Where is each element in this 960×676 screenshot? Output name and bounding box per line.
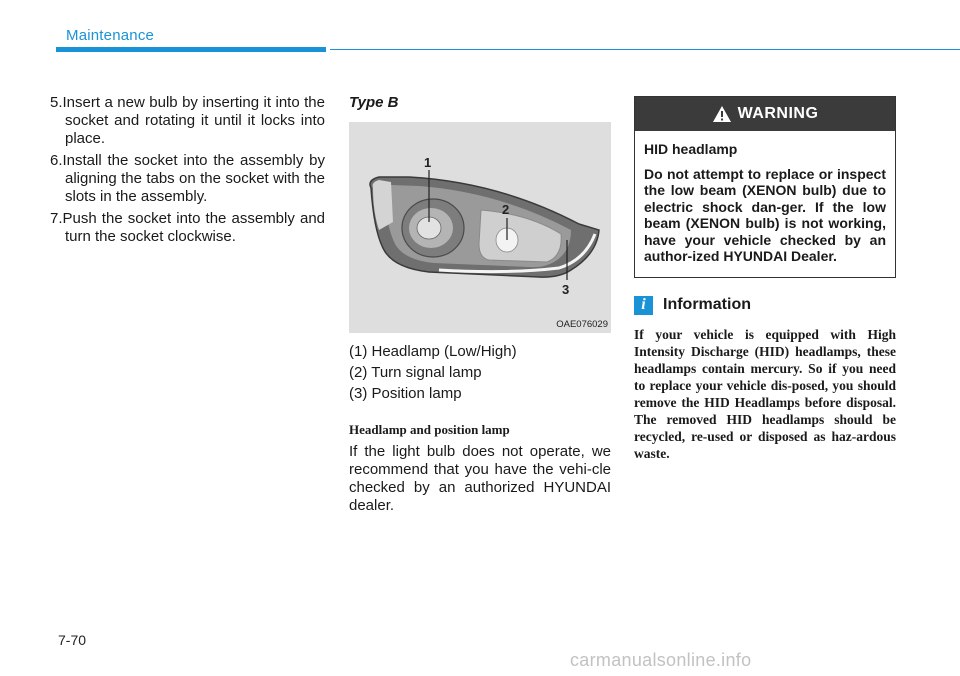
- type-title: Type B: [349, 94, 399, 111]
- watermark: carmanualsonline.info: [570, 650, 752, 670]
- warning-subtitle: HID headlamp: [644, 141, 738, 157]
- figure-code: OAE076029: [556, 319, 608, 330]
- warning-body: [635, 131, 895, 277]
- subheading: Headlamp and position lamp: [349, 422, 510, 437]
- lamp-illustration: [349, 122, 611, 333]
- page-number: 7-70: [58, 632, 87, 648]
- caption-headlamp: (1) Headlamp (Low/High): [349, 343, 517, 360]
- warning-header: [635, 97, 895, 131]
- header-rule-thick: [56, 47, 326, 52]
- right-column: [634, 96, 896, 462]
- step-5: 5.Insert a new bulb by inserting it into the socket and rotating it until it locks into place.: [50, 94, 325, 147]
- info-title: Information: [663, 296, 751, 313]
- callout-3: 3: [562, 282, 570, 297]
- middle-column: [349, 94, 611, 515]
- figure-captions: [349, 341, 611, 404]
- lamp-figure: [349, 122, 611, 333]
- callout-2: 2: [502, 202, 510, 217]
- info-icon: i: [634, 296, 653, 315]
- header-rule-thin: [330, 49, 960, 50]
- info-heading: [634, 296, 896, 315]
- callout-1: 1: [424, 155, 432, 170]
- caption-position-lamp: (3) Position lamp: [349, 385, 462, 402]
- warning-label: WARNING: [737, 105, 819, 122]
- body-paragraph: If the light bulb does not operate, we recommend that you have the vehi-cle checked by an authorized HYUNDAI dealer.: [349, 443, 611, 514]
- caption-turn-signal: (2) Turn signal lamp: [349, 364, 482, 381]
- step-7: 7.Push the socket into the assembly and turn the socket clockwise.: [50, 210, 325, 245]
- step-6: 6.Install the socket into the assembly by aligning the tabs on the socket with the slots in the assembly.: [50, 152, 325, 205]
- section-title: Maintenance: [66, 27, 155, 44]
- left-column: [50, 94, 325, 250]
- info-text: If your vehicle is equipped with High Intensity Discharge (HID) headlamps, these headlamps contain mercury. So if you need to replace your vehicle dis-posed, you should remove the HID Headlamps before disposal. The removed HID headlamps should be recycled, re-used or disposed as haz-ardous waste.: [634, 326, 896, 461]
- warning-text: Do not attempt to replace or inspect the low beam (XENON bulb) due to electric shock dan-ger. If the low beam (XENON bulb) is not working, have your vehicle checked by an author-ized HYUNDAI Dealer.: [644, 165, 886, 264]
- warning-triangle-icon: [712, 105, 732, 123]
- warning-box: [634, 96, 896, 278]
